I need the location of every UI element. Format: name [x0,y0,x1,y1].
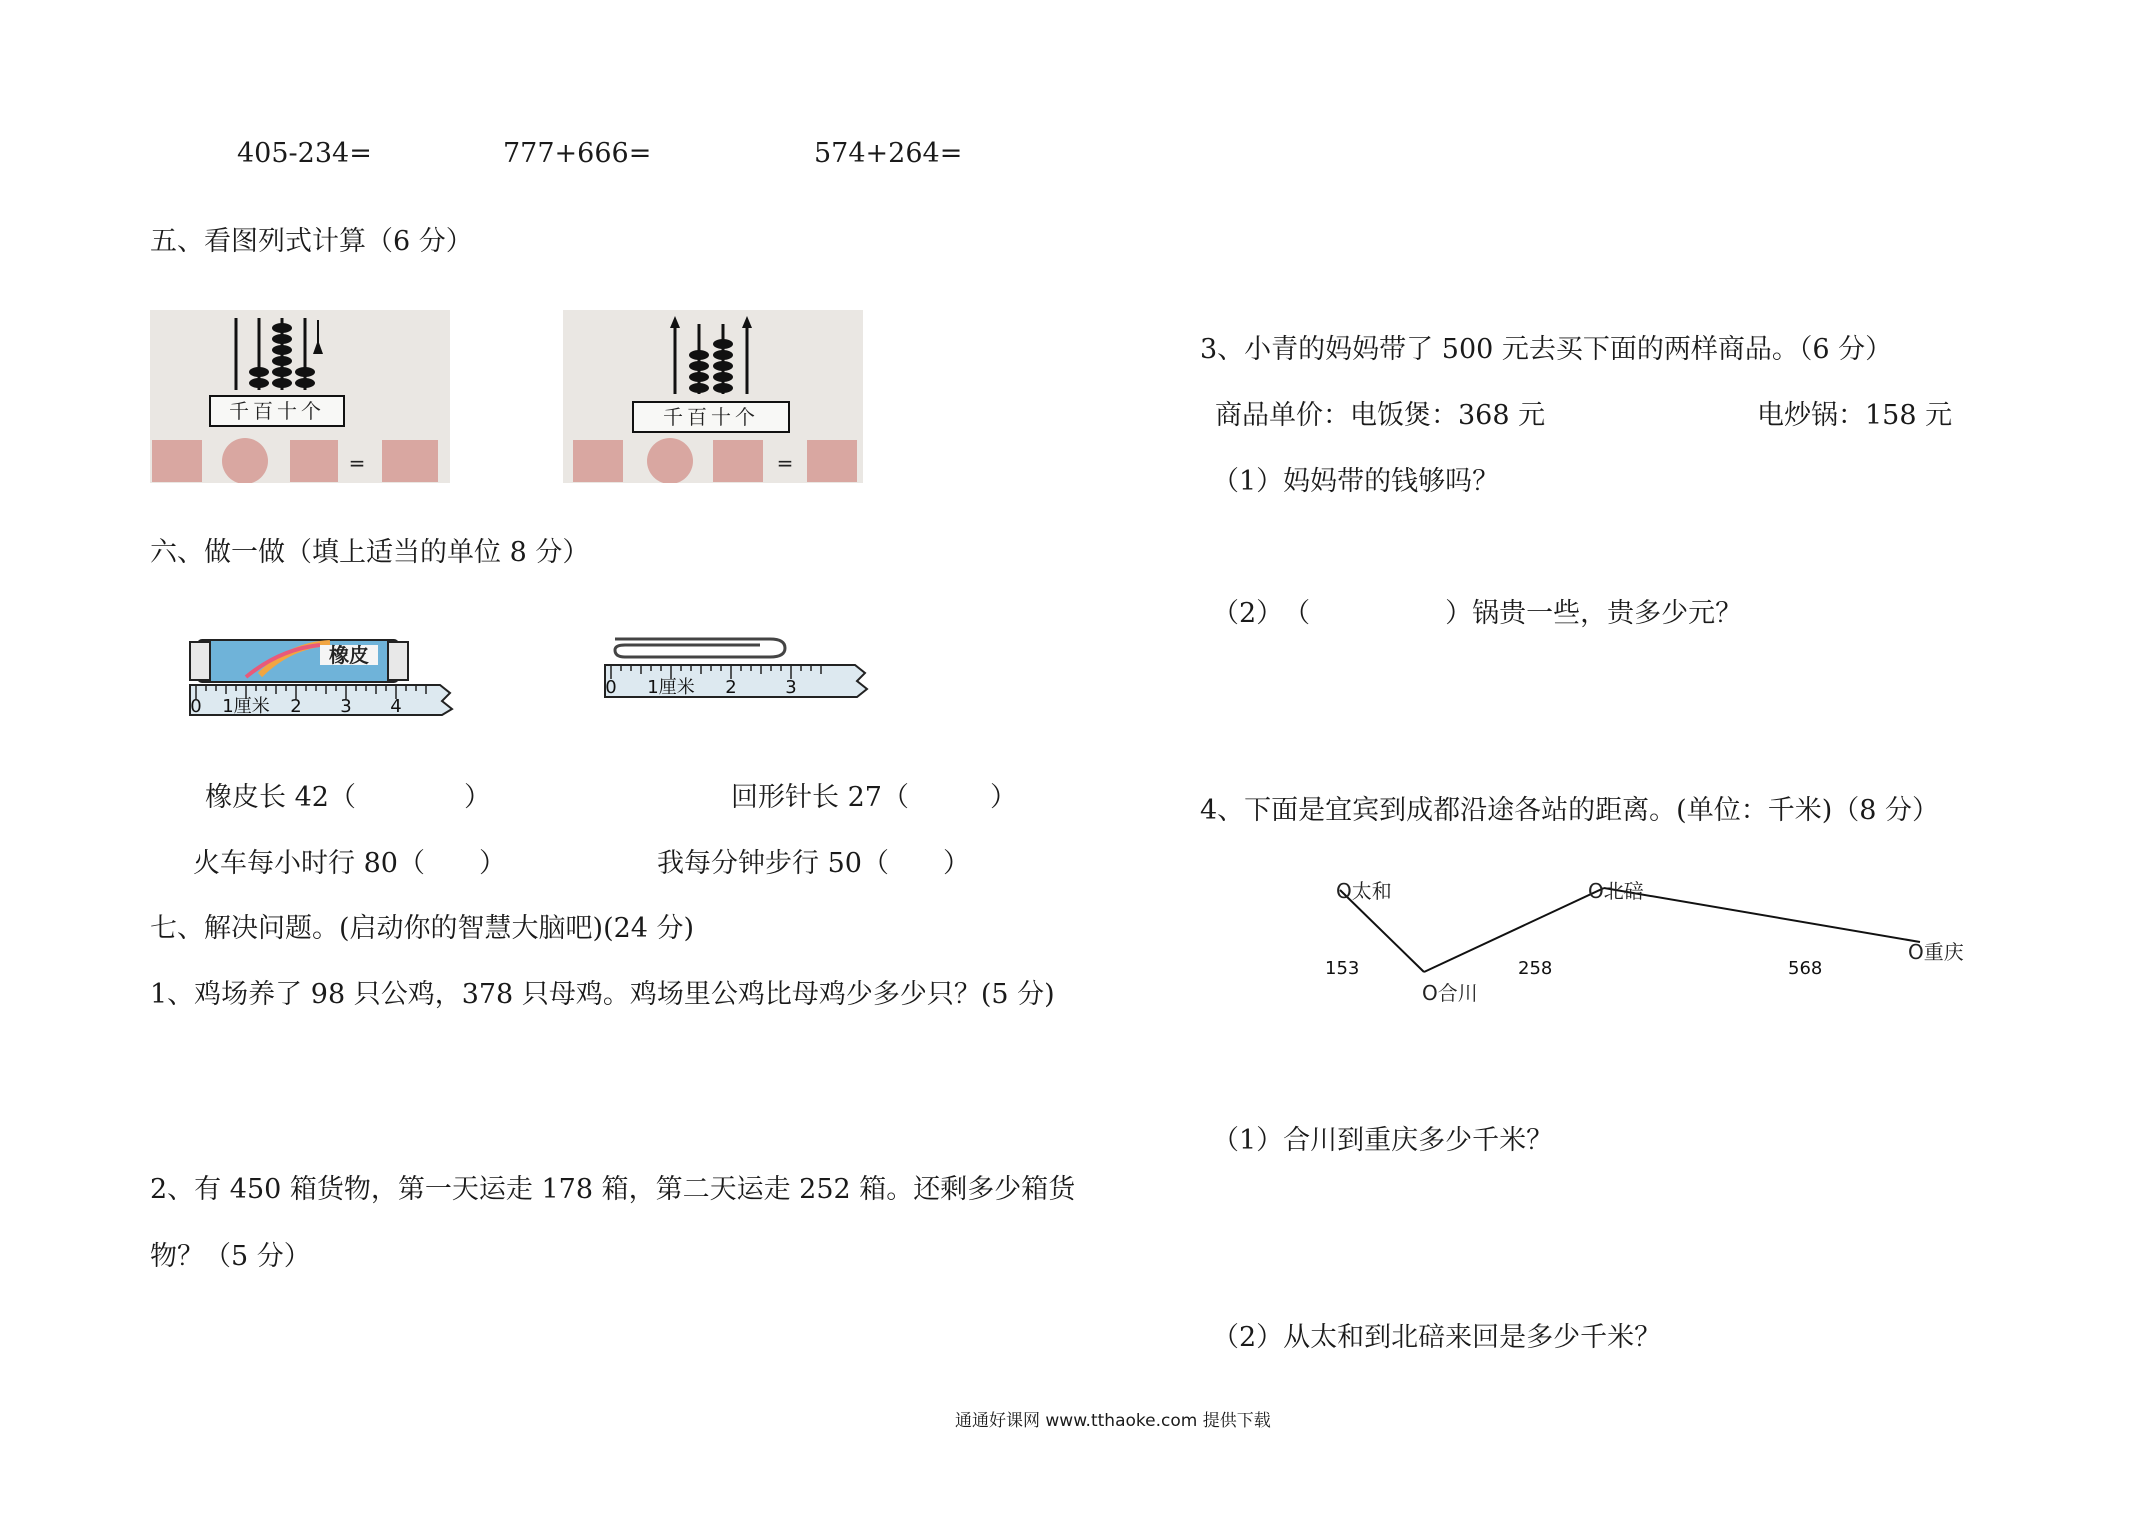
arith-1: 405-234= [237,138,372,169]
question-4-title: 4、下面是宜宾到成都沿途各站的距离。(单位：千米)（8 分） [1200,795,1940,826]
blank-train: 火车每小时行 80（ ） [193,848,506,879]
paperclip-ruler-picture [595,615,885,730]
ruler2-tick-3: 3 [785,677,797,698]
abacus-label-2: 千百十个 [663,405,759,429]
question-3-sub2: （2） （ ）锅贵一些，贵多少元？ [1212,598,1743,629]
section5-heading: 五、看图列式计算（6 分） [150,226,473,257]
price-rice-cooker: 商品单价：电饭煲：368 元 [1215,400,1546,431]
question-2-line1: 2、有 450 箱货物，第一天运走 178 箱，第二天运走 252 箱。还剩多少箱货 [150,1174,1076,1205]
ruler1-tick-1: 1厘米 [222,696,270,717]
ruler2-tick-1: 1厘米 [647,677,695,698]
abacus-picture-1 [150,310,450,483]
ruler2-tick-2: 2 [725,677,737,698]
question-4-sub2: （2）从太和到北碚来回是多少千米？ [1212,1322,1662,1353]
ruler1-tick-2: 2 [290,696,302,717]
station-route-diagram [1300,860,2000,1020]
footer-credit: 通通好课网 www.tthaoke.com 提供下载 [955,1411,1271,1431]
arith-3: 574+264= [814,138,963,169]
abacus-label-1: 千百十个 [229,399,325,423]
distance-beibei-chongqing: 568 [1788,958,1823,979]
station-chongqing: O重庆 [1908,940,1964,964]
blank-paperclip: 回形针长 27（ ） [731,782,1017,813]
station-hechuan: O合川 [1422,981,1478,1005]
distance-taihe-hechuan: 153 [1325,958,1360,979]
eraser-label: 橡皮 [329,643,369,667]
station-taihe: O太和 [1336,879,1392,903]
arith-2: 777+666= [503,138,652,169]
station-beibei: O北碚 [1588,879,1644,903]
eraser-ruler-picture [150,615,488,730]
abacus-equals-2: = [776,451,794,475]
question-4-sub1: （1）合川到重庆多少千米？ [1212,1125,1554,1156]
price-frying-pan: 电炒锅：158 元 [1757,400,1953,431]
section6-heading: 六、做一做（填上适当的单位 8 分） [150,537,590,568]
ruler1-tick-3: 3 [340,696,352,717]
question-3-sub1: （1）妈妈带的钱够吗？ [1212,466,1500,497]
question-2-line2: 物？（5 分） [150,1241,311,1272]
abacus-picture-2 [563,310,863,483]
section7-heading: 七、解决问题。(启动你的智慧大脑吧)(24 分) [150,913,695,944]
blank-walk: 我每分钟步行 50（ ） [657,848,970,879]
distance-hechuan-beibei: 258 [1518,958,1553,979]
question-1: 1、鸡场养了 98 只公鸡，378 只母鸡。鸡场里公鸡比母鸡少多少只？(5 分) [150,979,1055,1010]
ruler1-tick-0: 0 [190,696,202,717]
ruler1-tick-4: 4 [390,696,402,717]
abacus-equals-1: = [348,451,366,475]
blank-eraser: 橡皮长 42（ ） [205,782,491,813]
ruler2-tick-0: 0 [605,677,617,698]
question-3-title: 3、小青的妈妈带了 500 元去买下面的两样商品。（6 分） [1200,334,1893,365]
